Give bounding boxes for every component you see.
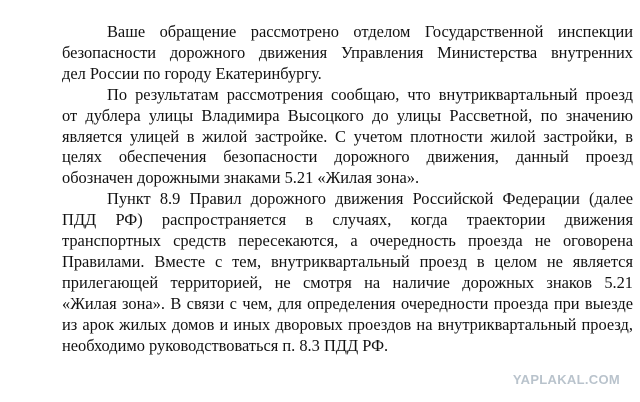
paragraph-1 xyxy=(17,22,633,85)
text-line: Ваше обращение рассмотрено отделом Государственной инспекции xyxy=(107,22,633,41)
text-line: Правилами. Вместе с тем, внутриквартальный проезд в целом не является xyxy=(62,251,633,271)
paragraph-2 xyxy=(17,85,633,190)
text-line: целях обеспечения безопасности дорожного движения, данный проезд xyxy=(62,147,633,167)
letter-body xyxy=(17,22,633,356)
text-line: Пункт 8.9 Правил дорожного движения Российской Федерации (далее xyxy=(107,189,633,209)
text-line: от дублера улицы Владимира Высоцкого до улицы Рассветной, по значению xyxy=(62,105,633,125)
site-watermark: YAPLAKAL.COM xyxy=(512,372,620,388)
text-line: ПДД РФ) распространяется в случаях, когда траектории движения xyxy=(62,210,633,230)
text-line: из арок жилых домов и иных дворовых проездов на внутриквартальный проезд, xyxy=(62,314,633,334)
text-line: обозначен дорожными знаками 5.21 «Жилая зона». xyxy=(62,168,420,188)
text-line: По результатам рассмотрения сообщаю, что внутриквартальный проезд xyxy=(107,84,633,104)
text-line: дел России по городу Екатеринбургу. xyxy=(62,63,322,83)
text-line: необходимо руководствоваться п. 8.3 ПДД РФ. xyxy=(62,335,389,355)
text-line: безопасности дорожного движения Управления Министерства внутренних xyxy=(62,42,633,62)
text-line: прилегающей территорией, не смотря на наличие дорожных знаков 5.21 xyxy=(62,272,633,292)
text-line: является улицей в жилой застройке. С учетом плотности жилой застройки, в xyxy=(62,126,633,146)
paragraph-3 xyxy=(17,189,633,356)
text-line: транспортных средств пересекаются, а очередность проезда не оговорена xyxy=(62,231,633,250)
text-line: «Жилая зона». В связи с чем, для определения очередности проезда при выезде xyxy=(62,293,633,313)
